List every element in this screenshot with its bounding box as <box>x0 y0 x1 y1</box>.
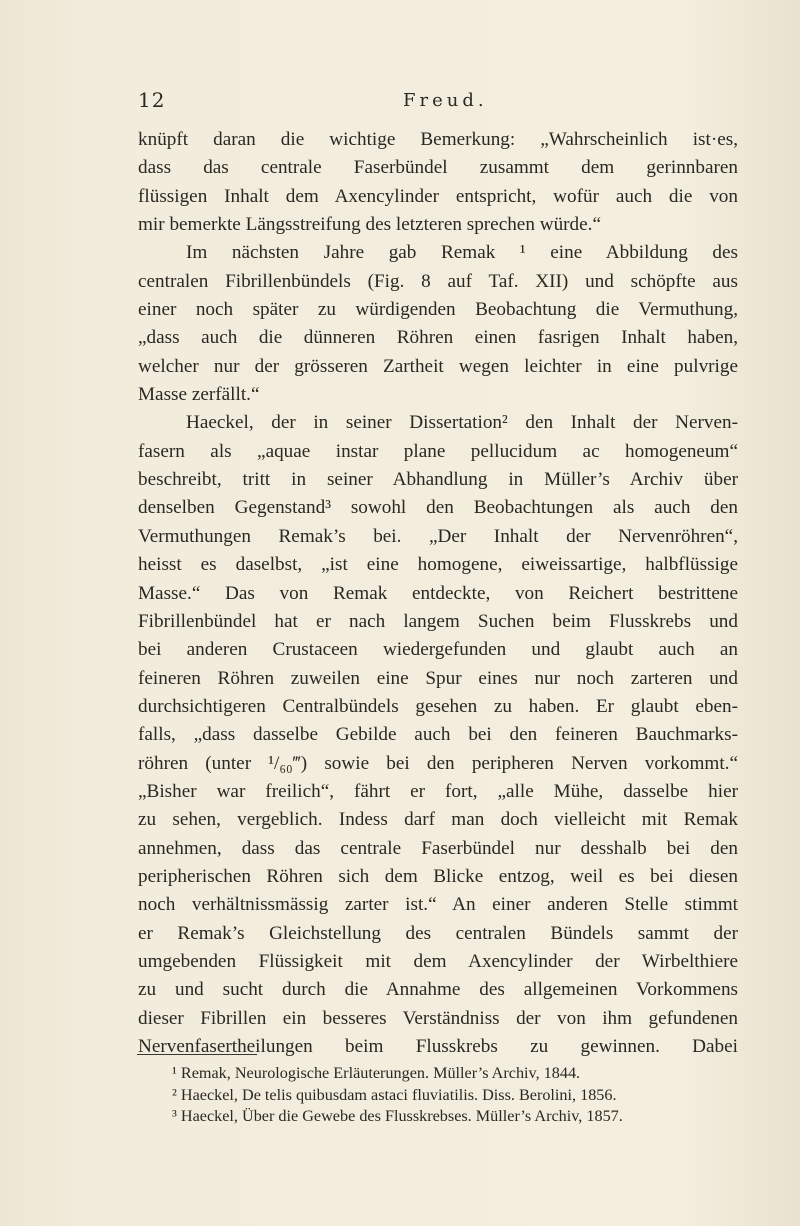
footnote: ¹ Remak, Neurologische Erläuterungen. Müller’s Archiv, 1844. <box>172 1064 581 1082</box>
page-number: 12 <box>138 88 166 112</box>
text-line: fasern als „aquae instar plane pellucidum ac homogeneum“ <box>138 440 738 462</box>
text-line: knüpft daran die wichtige Bemerkung: „Wahrscheinlich ist·es, <box>138 129 738 150</box>
footnote: ² Haeckel, De telis quibusdam astaci fluviatilis. Diss. Berolini, 1856. <box>172 1085 617 1104</box>
text-line: beschreibt, tritt in seiner Abhandlung in Müller’s Archiv über <box>138 469 738 491</box>
text-line: mir bemerkte Längsstreifung des letzteren sprechen würde.“ <box>138 214 601 236</box>
footnote-divider <box>137 1054 257 1055</box>
text-line: falls, „dass dasselbe Gebilde auch bei den feineren Bauchmarks- <box>138 724 738 746</box>
text-line: röhren (unter ¹/₆₀‴) sowie bei den peripheren Nerven vorkommt.“ <box>138 752 738 774</box>
body-text <box>138 126 738 1061</box>
text-line: peripherischen Röhren sich dem Blicke entzog, weil es bei diesen <box>138 865 738 887</box>
text-line: zu und sucht durch die Annahme des allgemeinen Vorkommens <box>138 979 738 1001</box>
text-line: dass das centrale Faserbündel zusammt dem gerinnbaren <box>138 157 738 179</box>
running-head: Freud. <box>403 90 488 111</box>
text-line: welcher nur der grösseren Zartheit wegen leichter in eine pulvrige <box>138 355 738 377</box>
text-line: heisst es daselbst, „ist eine homogene, eiweissartige, halbflüssige <box>138 554 738 576</box>
footnote: ³ Haeckel, Über die Gewebe des Flusskrebses. Müller’s Archiv, 1857. <box>172 1107 623 1125</box>
text-line: dieser Fibrillen ein besseres Verständniss der von ihm gefundenen <box>138 1007 738 1029</box>
text-line: denselben Gegenstand³ sowohl den Beobachtungen als auch den <box>138 497 738 519</box>
text-line: Masse.“ Das von Remak entdeckte, von Reichert bestrittene <box>138 582 738 604</box>
text-line: noch verhältnissmässig zarter ist.“ An einer anderen Stelle stimmt <box>138 894 738 916</box>
text-line: centralen Fibrillenbündels (Fig. 8 auf Taf. XII) und schöpfte aus <box>138 270 738 292</box>
text-line: bei anderen Crustaceen wiedergefunden und glaubt auch an <box>138 639 738 661</box>
footnotes <box>172 1063 732 1128</box>
text-line: Im nächsten Jahre gab Remak ¹ eine Abbildung des <box>186 242 738 264</box>
text-line: feineren Röhren zuweilen eine Spur eines nur noch zarteren und <box>138 667 738 689</box>
text-line: einer noch später zu würdigenden Beobachtung die Vermuthung, <box>138 299 738 321</box>
text-line: Fibrillenbündel hat er nach langem Suchen beim Flusskrebs und <box>138 610 738 632</box>
text-line: flüssigen Inhalt dem Axencylinder entspricht, wofür auch die von <box>138 185 738 207</box>
text-line: „dass auch die dünneren Röhren einen fasrigen Inhalt haben, <box>138 327 738 349</box>
text-line: er Remak’s Gleichstellung des centralen Bündels sammt der <box>138 922 738 944</box>
text-line: „Bisher war freilich“, fährt er fort, „alle Mühe, dasselbe hier <box>138 780 738 802</box>
page-header <box>138 88 738 114</box>
text-line: zu sehen, vergeblich. Indess darf man doch vielleicht mit Remak <box>138 809 738 831</box>
text-line: Vermuthungen Remak’s bei. „Der Inhalt der Nervenröhren“, <box>138 525 738 547</box>
text-line: durchsichtigeren Centralbündels gesehen zu haben. Er glaubt eben- <box>138 695 738 717</box>
text-line: umgebenden Flüssigkeit mit dem Axencylinder der Wirbelthiere <box>138 950 738 972</box>
text-line: annehmen, dass das centrale Faserbündel nur desshalb bei den <box>138 837 738 859</box>
text-line: Masse zerfällt.“ <box>138 384 260 406</box>
text-line: Nervenfasertheilungen beim Flusskrebs zu gewinnen. Dabei <box>138 1036 738 1057</box>
text-line: Haeckel, der in seiner Dissertation² den Inhalt der Nerven- <box>186 412 738 434</box>
